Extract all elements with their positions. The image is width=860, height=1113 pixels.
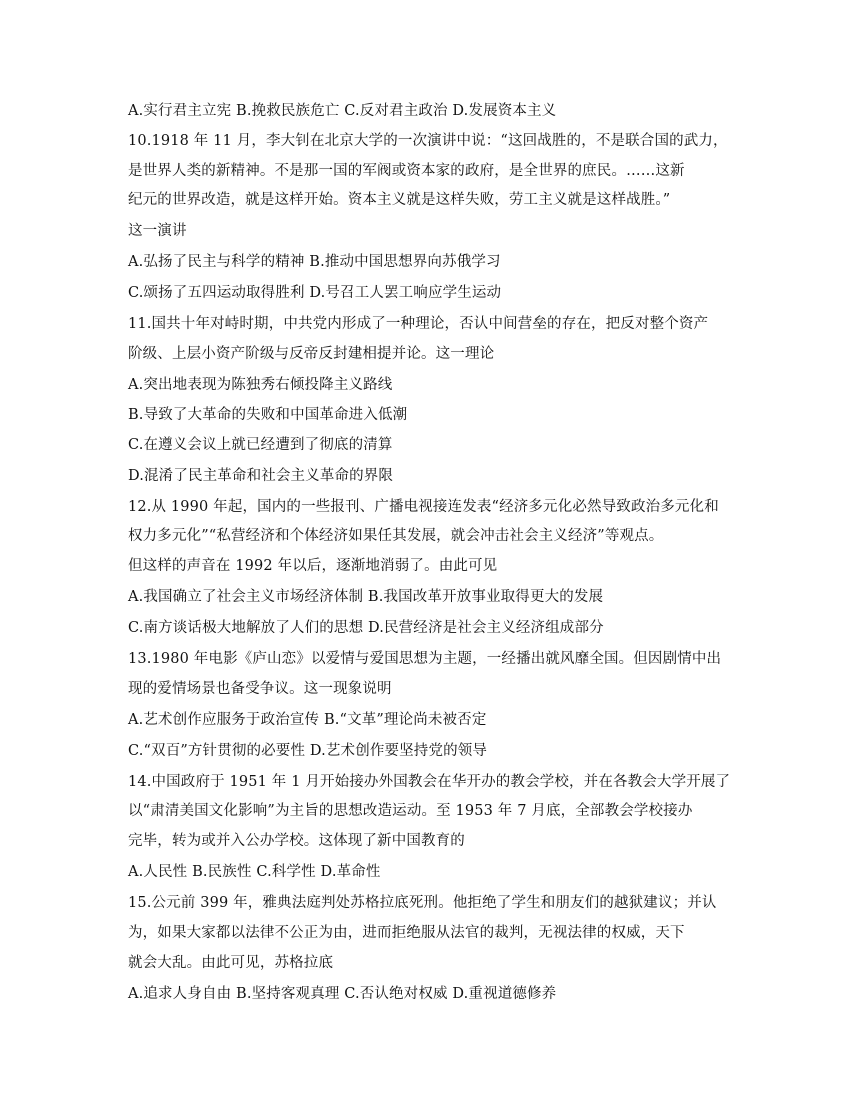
- q11-option-b: B.导致了大革命的失败和中国革命进入低潮: [128, 407, 408, 423]
- q13-stem-line-1: 13.1980 年电影《庐山恋》以爱情与爱国思想为主题，一经播出就风靡全国。但因剧情中出: [128, 651, 722, 667]
- q11-stem-line-2: 阶级、上层小资产阶级与反帝反封建相提并论。这一理论: [128, 346, 495, 362]
- q14-stem-line-1: 14.中国政府于 1951 年 1 月开始接办外国教会在华开办的教会学校，并在各教会大学开展了: [128, 774, 731, 790]
- q11-option-a: A.突出地表现为陈独秀右倾投降主义路线: [128, 377, 393, 393]
- q14-stem-line-3: 完毕，转为或并入公办学校。这体现了新中国教育的: [128, 833, 465, 849]
- q11-stem-line-1: 11.国共十年对峙时期，中共党内形成了一种理论，否认中间营垒的存在，把反对整个资产: [128, 316, 709, 332]
- q10-options-cd: C.颂扬了五四运动取得胜利 D.号召工人罢工响应学生运动: [128, 285, 502, 301]
- q10-stem-line-2: 是世界人类的新精神。不是那一国的军阀或资本家的政府，是全世界的庶民。……这新: [128, 163, 685, 179]
- q12-stem-line-2: 权力多元化”“私营经济和个体经济如果任其发展，就会冲击社会主义经济”等观点。: [128, 528, 664, 544]
- q13-stem-line-2: 现的爱情场景也备受争议。这一现象说明: [128, 681, 392, 697]
- q12-stem-line-1: 12.从 1990 年起，国内的一些报刊、广播电视接连发表“经济多元化必然导致政治多元化和: [128, 499, 719, 515]
- q14-options: A.人民性 B.民族性 C.科学性 D.革命性: [128, 864, 381, 880]
- q10-stem-line-3: 纪元的世界改造，就是这样开始。资本主义就是这样失败，劳工主义就是这样战胜。”: [128, 192, 671, 208]
- q12-stem-line-3: 但这样的声音在 1992 年以后，逐渐地消弱了。由此可见: [128, 558, 498, 574]
- q10-stem-line-1: 10.1918 年 11 月，李大钊在北京大学的一次演讲中说：“这回战胜的，不是联合国的武力，: [128, 133, 728, 149]
- q15-stem-line-1: 15.公元前 399 年，雅典法庭判处苏格拉底死刑。他拒绝了学生和朋友们的越狱建议；并认: [128, 895, 717, 911]
- q15-options: A.追求人身自由 B.坚持客观真理 C.否认绝对权威 D.重视道德修养: [128, 986, 557, 1002]
- q14-stem-line-2: 以“肃清美国文化影响”为主旨的思想改造运动。至 1953 年 7 月底，全部教会学校接办: [128, 803, 693, 819]
- q12-options-ab: A.我国确立了社会主义市场经济体制 B.我国改革开放事业取得更大的发展: [128, 589, 604, 605]
- q13-options-cd: C.“双百”方针贯彻的必要性 D.艺术创作要坚持党的领导: [128, 743, 488, 759]
- q11-option-c: C.在遵义会议上就已经遭到了彻底的清算: [128, 437, 393, 453]
- q9-options: A.实行君主立宪 B.挽救民族危亡 C.反对君主政治 D.发展资本主义: [128, 103, 557, 119]
- q13-options-ab: A.艺术创作应服务于政治宣传 B.“文革”理论尚未被否定: [128, 712, 487, 728]
- q12-options-cd: C.南方谈话极大地解放了人们的思想 D.民营经济是社会主义经济组成部分: [128, 620, 604, 636]
- q15-stem-line-3: 就会大乱。由此可见，苏格拉底: [128, 955, 334, 971]
- q10-options-ab: A.弘扬了民主与科学的精神 B.推动中国思想界向苏俄学习: [128, 254, 501, 270]
- q10-stem-line-4: 这一演讲: [128, 223, 187, 239]
- q11-option-d: D.混淆了民主革命和社会主义革命的界限: [128, 468, 394, 484]
- q15-stem-line-2: 为，如果大家都以法律不公正为由，进而拒绝服从法官的裁判，无视法律的权威，天下: [128, 925, 685, 941]
